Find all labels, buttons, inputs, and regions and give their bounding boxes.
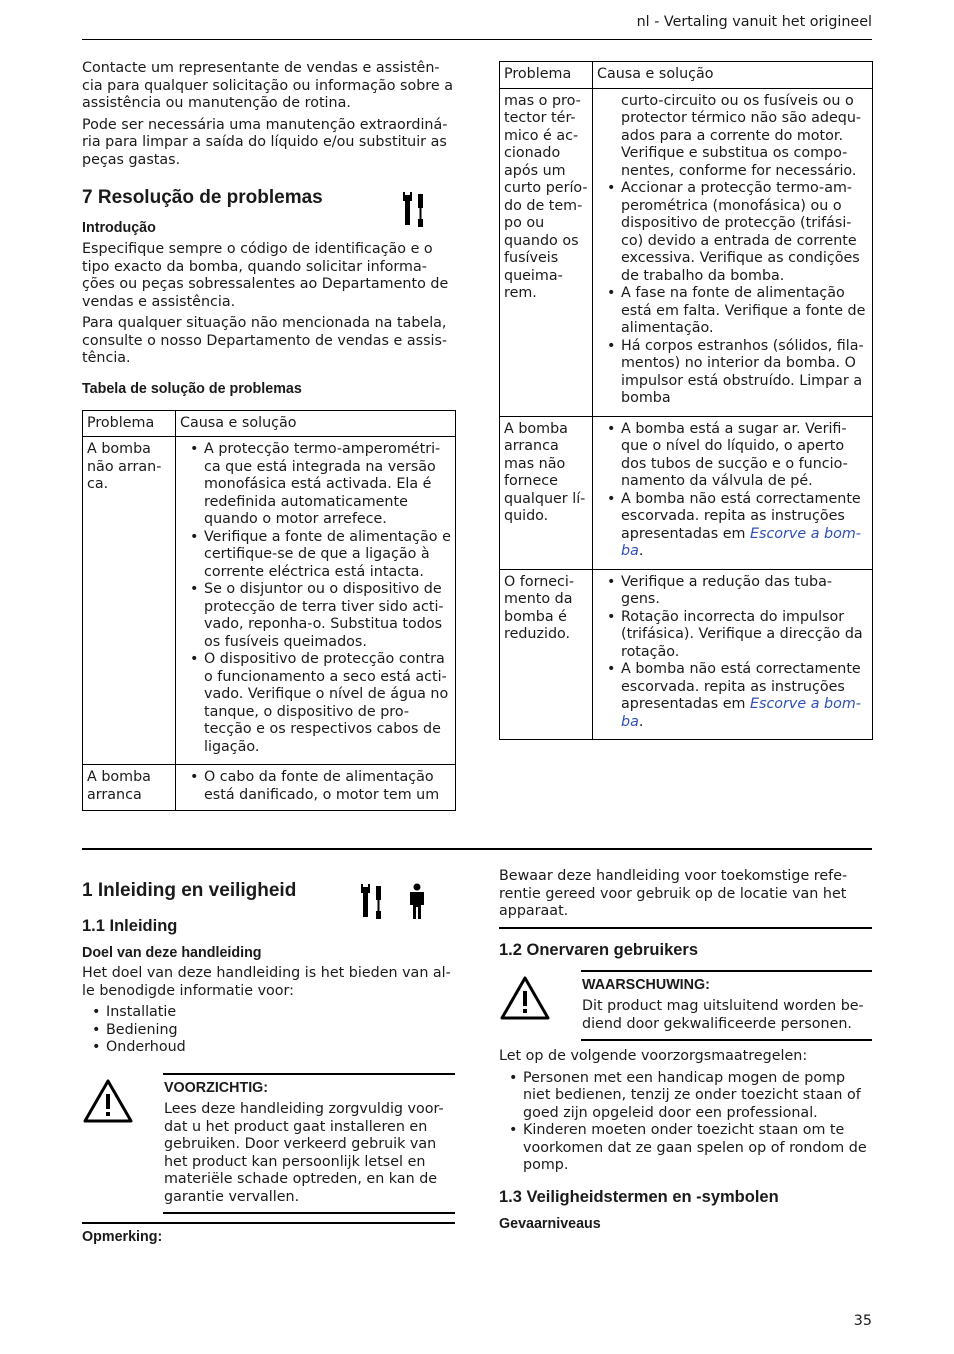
- table-row: [500, 88, 873, 416]
- note-rule: [82, 1222, 455, 1224]
- section-title-introduction: 1 Inleiding en veiligheid: [82, 880, 297, 901]
- table-row: [83, 765, 456, 811]
- problem-cell: A bomba arranca mas não fornece qualquer lí-quido.: [500, 416, 593, 569]
- table-header-cause: Causa e solução: [593, 62, 873, 89]
- problem-cell: A bomba arranca: [83, 765, 176, 811]
- subheading-hazard-levels: Gevaarniveaus: [499, 1215, 601, 1232]
- list-item: • Verifique a redução das tuba-gens.: [607, 574, 868, 609]
- list-item: • Se o disjuntor ou o dispositivo de protecção de terra tiver sido acti-vado, reponha-o. Substitua todos os fusíveis queimados.: [190, 581, 451, 651]
- table-header-problem: Problema: [500, 62, 593, 89]
- table-row: [500, 569, 873, 740]
- list-item: • A protecção termo-amperométri-ca que está integrada na versão monofásica está activada. Ela é redefinida automaticamente quando o motor arrefece.: [190, 441, 451, 529]
- tools-icon: [402, 191, 428, 229]
- cause-cell: [593, 88, 873, 416]
- caution-top-rule: [163, 1073, 455, 1075]
- precautions-list: [499, 1070, 873, 1175]
- cause-cell: [593, 569, 873, 740]
- list-item: • O cabo da fonte de alimentação está danificado, o motor tem um: [190, 769, 451, 804]
- table-header-problem: Problema: [83, 410, 176, 437]
- subheading-introduction: Introdução: [82, 220, 156, 236]
- section-divider: [82, 848, 872, 850]
- list-item: [607, 491, 868, 561]
- table-row: [83, 437, 456, 765]
- tools-icon: [360, 883, 386, 921]
- list-item: • Bediening: [92, 1022, 456, 1040]
- person-icon: [405, 883, 429, 921]
- list-item: • Há corpos estranhos (sólidos, fila-mentos) no interior da bomba. O impulsor está obstruído. Limpar a bomba: [607, 338, 868, 408]
- caution-label: VOORZICHTIG:: [164, 1080, 269, 1096]
- subsection-title-inleiding: 1.1 Inleiding: [82, 917, 178, 935]
- link-escorve-a-bomba[interactable]: Escorve a bom-ba: [621, 525, 861, 559]
- list-item: • Verifique a fonte de alimentação e certifique-se de que a ligação à corrente eléctrica está intacta.: [190, 529, 451, 582]
- page-header: nl - Vertaling vanuit het origineel: [636, 14, 872, 30]
- warning-label: WAARSCHUWING:: [582, 977, 710, 993]
- list-item-text-end: .: [638, 543, 644, 559]
- problem-cell: mas o pro-tector tér-mico é ac-cionado após um curto perío-do de tem-po ou quando os fusíveis queima-rem.: [500, 88, 593, 416]
- list-item: • A bomba está a sugar ar. Verifi-que o nível do líquido, o aperto dos tubos de sucção e o funcio-namento da válvula de pé.: [607, 421, 868, 491]
- top-left-column: [82, 60, 456, 811]
- paragraph-precautions: Let op de volgende voorzorgsmaatregelen:: [499, 1048, 808, 1064]
- list-item: • O dispositivo de protecção contra o funcionamento a seco está acti-vado. Verifique o nível de água no tanque, o dispositivo de pro-tecção e os respectivos cabos de ligação.: [190, 651, 451, 756]
- purpose-list: [82, 1004, 456, 1057]
- table-row: [500, 416, 873, 569]
- cause-cell: [176, 437, 456, 765]
- troubleshooting-table-right: [499, 61, 873, 740]
- top-right-column: [499, 61, 873, 740]
- warning-text: Dit product mag uitsluitend worden be-diend door gekwalificeerde personen.: [582, 998, 864, 1032]
- paragraph-purpose: Het doel van deze handleiding is het bieden van al-le benodigde informatie voor:: [82, 965, 451, 999]
- list-item: • Accionar a protecção termo-am-perométrica (monofásica) ou o dispositivo de protecção (trifási-co) devido a entrada de corrente excessiva. Verifique as condições de trabalho da bomba.: [607, 180, 868, 285]
- precautions-block: [499, 1048, 873, 1233]
- list-item-continuation: curto-circuito ou os fusíveis ou o protector térmico não são adequ-ados para a corrente do motor. Verifique e substitua os compo-nentes, conforme for necessário.: [621, 92, 862, 179]
- warning-triangle-icon: [83, 1079, 133, 1123]
- list-item: • Rotação incorrecta do impulsor (trifásica). Verifique a direcção da rotação.: [607, 609, 868, 662]
- list-item: • Onderhoud: [92, 1039, 456, 1057]
- intro-paragraph-2: Pode ser necessária uma manutenção extraordiná-ria para limpar a saída do líquido e/ou substituir as peças gastas.: [82, 116, 448, 168]
- table-header-cause: Causa e solução: [176, 410, 456, 437]
- caution-box: [164, 1079, 456, 1206]
- table-title: Tabela de solução de problemas: [82, 380, 302, 397]
- cause-cell: [593, 416, 873, 569]
- bottom-left-column: [82, 880, 456, 1057]
- subheading-purpose: Doel van deze handleiding: [82, 945, 262, 961]
- header-rule: [82, 39, 872, 40]
- list-item: • A fase na fonte de alimentação está em falta. Verifique a fonte de alimentação.: [607, 285, 868, 338]
- subsection-rule: [499, 927, 872, 929]
- list-item: [607, 661, 868, 731]
- problem-cell: A bomba não arran-ca.: [83, 437, 176, 765]
- list-item: • Kinderen moeten onder toezicht staan om te voorkomen dat ze gaan spelen op of rondom de pomp.: [509, 1122, 873, 1175]
- list-item-text: A bomba não está correctamente escorvada. repita as instruções apresentadas em: [621, 490, 861, 542]
- bottom-right-column: [499, 868, 873, 921]
- subsection-title-inexperienced-users: 1.2 Onervaren gebruikers: [499, 941, 699, 959]
- warning-box: [582, 976, 872, 1033]
- cause-cell: [176, 765, 456, 811]
- list-item-text-end: .: [638, 713, 644, 730]
- caution-text: Lees deze handleiding zorgvuldig voor-dat u het product gaat installeren en gebruiken. Door verkeerd gebruik van het product kan persoonlijk letsel en materiële schade optreden, en kan de garantie vervallen.: [164, 1101, 444, 1205]
- warning-bottom-rule: [581, 1039, 872, 1041]
- intro-paragraph-1: Contacte um representante de vendas e assistên-cia para qualquer solicitação ou informação sobre a assistência ou manutenção de rotina.: [82, 60, 453, 111]
- warning-triangle-icon: [500, 976, 550, 1020]
- list-item-text: A bomba não está correctamente escorvada. repita as instruções apresentadas em: [621, 661, 861, 712]
- paragraph-unlisted-situations: Para qualquer situação não mencionada na tabela, consulte o nosso Departamento de vendas e assis-tência.: [82, 315, 448, 366]
- link-escorve-a-bomba[interactable]: Escorve a bom-ba: [621, 696, 861, 730]
- paragraph-keep-manual: Bewaar deze handleiding voor toekomstige refe-rentie gereed voor gebruik op de locatie van het apparaat.: [499, 868, 848, 919]
- list-item: • Personen met een handicap mogen de pomp niet bedienen, tenzij ze onder toezicht staan of goed zijn opgeleid door een professional.: [509, 1070, 873, 1123]
- section-title-troubleshooting: 7 Resolução de problemas: [82, 187, 323, 208]
- list-item: • Installatie: [92, 1004, 456, 1022]
- problem-cell: O forneci-mento da bomba é reduzido.: [500, 569, 593, 740]
- warning-top-rule: [581, 970, 872, 972]
- caution-bottom-rule: [163, 1212, 455, 1214]
- note-label: Opmerking:: [82, 1229, 163, 1245]
- subsection-title-safety-terms: 1.3 Veiligheidstermen en -symbolen: [499, 1187, 779, 1206]
- troubleshooting-table-left: [82, 410, 456, 812]
- page-number: 35: [853, 1313, 872, 1329]
- paragraph-specify-code: Especifique sempre o código de identificação e o tipo exacto da bomba, quando solicitar informa-ções ou peças sobressalentes ao Departamento de vendas e assistência.: [82, 241, 449, 310]
